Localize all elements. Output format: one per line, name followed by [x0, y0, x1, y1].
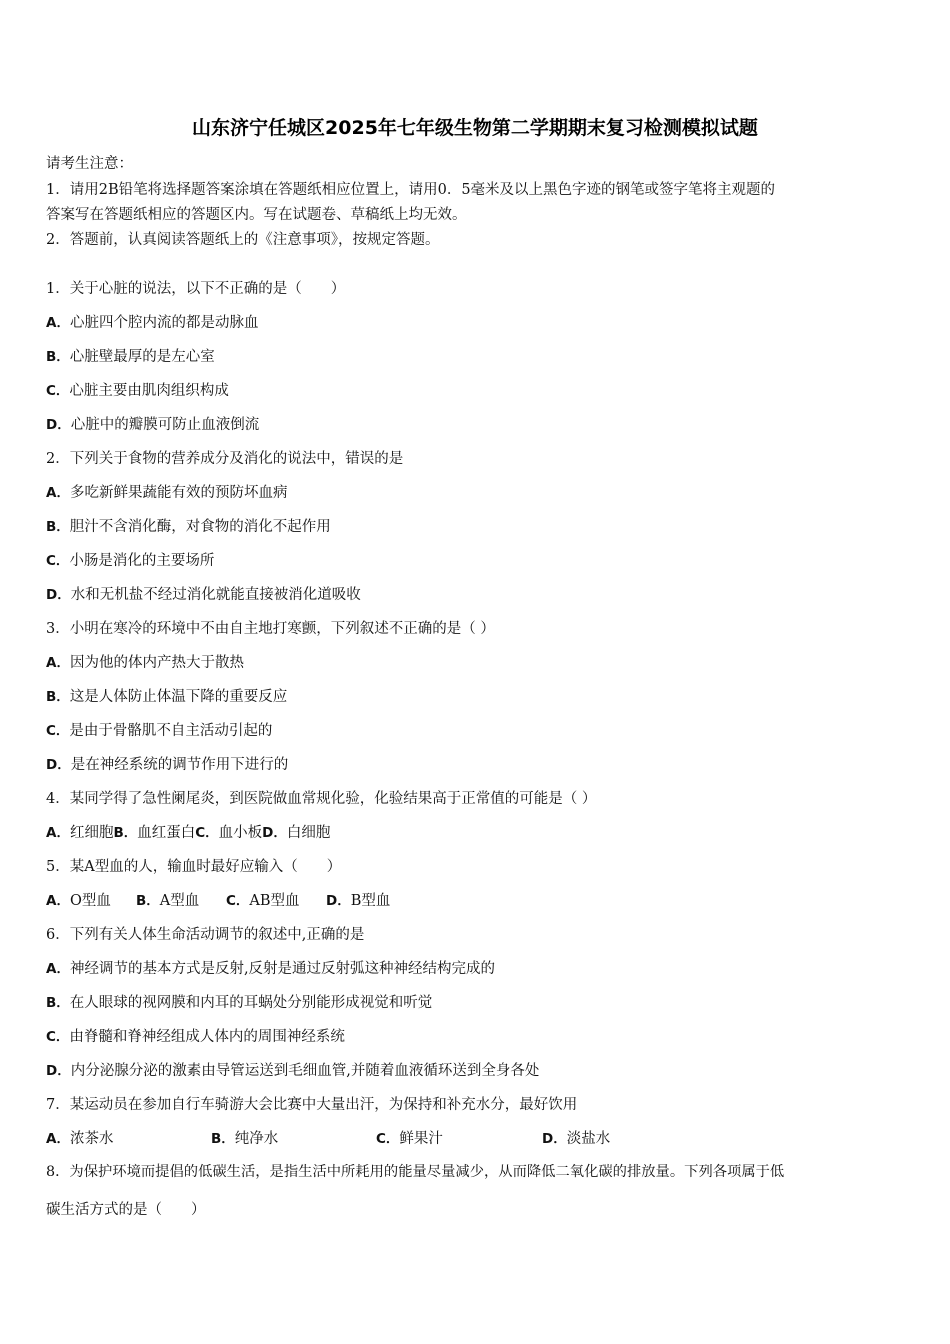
q2-option-d-text: 水和无机盐不经过消化就能直接被消化道吸收 — [70, 587, 361, 603]
q4-options — [46, 821, 330, 842]
q5-option-d-text: B型血 — [350, 893, 391, 909]
q1-stem: 1．关于心脏的说法，以下不正确的是（ ） — [46, 281, 346, 297]
q5-option-d — [326, 889, 390, 910]
notice-line-1b: 答案写在答题纸相应的答题区内。写在试题卷、草稿纸上均无效。 — [46, 207, 467, 223]
q6-option-b-text: 在人眼球的视网膜和内耳的耳蜗处分别能形成视觉和听觉 — [69, 995, 433, 1011]
q7-option-a — [46, 1127, 211, 1148]
q5-option-c-label: C． — [226, 893, 250, 909]
q5-option-d-label: D． — [326, 893, 351, 909]
q2-option-c-label: C． — [46, 553, 70, 569]
q6-option-b — [46, 991, 432, 1012]
q6-option-a — [46, 957, 495, 978]
q6-option-d-label: D． — [46, 1063, 71, 1079]
q1-option-a-label: A． — [46, 315, 70, 331]
q3-option-a-label: A． — [46, 655, 70, 671]
q1-option-b-label: B． — [46, 349, 70, 365]
page-title: 山东济宁任城区2025年七年级生物第二学期期末复习检测模拟试题 — [192, 117, 758, 139]
notice-heading: 请考生注意： — [46, 156, 133, 172]
q2-option-b-label: B． — [46, 519, 70, 535]
notice-line-2: 2．答题前，认真阅读答题纸上的《注意事项》，按规定答题。 — [46, 232, 440, 248]
notice-line-1a: 1．请用2B铅笔将选择题答案涂填在答题纸相应位置上，请用0．5毫米及以上黑色字迹的钢笔或签字笔将主观题的 — [46, 182, 776, 198]
q2-option-d — [46, 583, 361, 604]
q4-option-d-label: D． — [262, 825, 287, 841]
q1-option-d-text: 心脏中的瓣膜可防止血液倒流 — [70, 417, 260, 433]
q3-option-d — [46, 753, 288, 774]
q7-option-d-label: D． — [542, 1131, 567, 1147]
q2-stem: 2．下列关于食物的营养成分及消化的说法中，错误的是 — [46, 451, 404, 467]
q3-option-b — [46, 685, 287, 706]
q4-option-d-text: 白细胞 — [286, 825, 331, 841]
q2-option-a — [46, 481, 287, 502]
q6-option-c — [46, 1025, 345, 1046]
q7-option-c — [376, 1127, 542, 1148]
q6-option-a-text: 神经调节的基本方式是反射,反射是通过反射弧这种神经结构完成的 — [69, 961, 496, 977]
q5-option-a — [46, 889, 136, 910]
q2-option-d-label: D． — [46, 587, 71, 603]
q4-option-c-text: 血小板 — [218, 825, 263, 841]
q5-options — [46, 889, 390, 910]
q3-option-c-text: 是由于骨骼肌不自主活动引起的 — [69, 723, 273, 739]
q3-stem: 3．小明在寒冷的环境中不由自主地打寒颤，下列叙述不正确的是（ ） — [46, 621, 495, 637]
q3-option-c-label: C． — [46, 723, 70, 739]
q5-option-a-label: A． — [46, 893, 70, 909]
q4-option-c-label: C． — [195, 825, 219, 841]
q7-option-d-text: 淡盐水 — [566, 1131, 611, 1147]
q1-option-c — [46, 379, 229, 400]
q1-option-b-text: 心脏壁最厚的是左心室 — [69, 349, 215, 365]
q1-option-c-text: 心脏主要由肌肉组织构成 — [69, 383, 229, 399]
q1-option-d — [46, 413, 259, 434]
q5-option-c-text: AB型血 — [249, 893, 300, 909]
q2-option-b-text: 胆汁不含消化酶，对食物的消化不起作用 — [69, 519, 331, 535]
q3-option-d-text: 是在神经系统的调节作用下进行的 — [70, 757, 289, 773]
q7-option-a-label: A． — [46, 1131, 70, 1147]
q2-option-a-text: 多吃新鲜果蔬能有效的预防坏血病 — [69, 485, 288, 501]
q5-option-b — [136, 889, 226, 910]
q5-stem: 5．某A型血的人，输血时最好应输入（ ） — [46, 859, 342, 875]
q5-option-b-label: B． — [136, 893, 160, 909]
q7-option-b-label: B． — [211, 1131, 235, 1147]
q7-option-d — [542, 1127, 610, 1148]
q6-option-b-label: B． — [46, 995, 70, 1011]
q6-option-c-text: 由脊髓和脊神经组成人体内的周围神经系统 — [69, 1029, 345, 1045]
q3-option-a — [46, 651, 244, 672]
q6-option-d — [46, 1059, 539, 1080]
q3-option-b-label: B． — [46, 689, 70, 705]
q2-option-b — [46, 515, 331, 536]
q1-option-d-label: D． — [46, 417, 71, 433]
q7-option-c-text: 鲜果汁 — [399, 1131, 443, 1147]
q4-option-b-text: 血红蛋白 — [137, 825, 196, 841]
q7-option-b — [211, 1127, 376, 1148]
q2-option-a-label: A． — [46, 485, 70, 501]
q7-option-b-text: 纯净水 — [234, 1131, 279, 1147]
q3-option-d-label: D． — [46, 757, 71, 773]
q2-option-c-text: 小肠是消化的主要场所 — [69, 553, 215, 569]
q7-options — [46, 1127, 610, 1148]
q4-option-a-label: A． — [46, 825, 70, 841]
q7-option-c-label: C． — [376, 1131, 400, 1147]
q3-option-b-text: 这是人体防止体温下降的重要反应 — [69, 689, 288, 705]
q5-option-a-text: O型血 — [69, 893, 111, 909]
q6-option-c-label: C． — [46, 1029, 70, 1045]
q1-option-a-text: 心脏四个腔内流的都是动脉血 — [69, 315, 259, 331]
q6-option-a-label: A． — [46, 961, 70, 977]
q6-option-d-text: 内分泌腺分泌的激素由导管运送到毛细血管,并随着血液循环送到全身各处 — [70, 1063, 540, 1079]
q8-stem-line-1: 8．为保护环境而提倡的低碳生活，是指生活中所耗用的能量尽量减少，从而降低二氧化碳的排放量。下列各项属于低 — [46, 1164, 785, 1180]
q3-option-c — [46, 719, 272, 740]
q5-option-b-text: A型血 — [159, 893, 200, 909]
q7-option-a-text: 浓茶水 — [69, 1131, 114, 1147]
q7-stem: 7．某运动员在参加自行车骑游大会比赛中大量出汗，为保持和补充水分，最好饮用 — [46, 1097, 578, 1113]
q6-stem: 6．下列有关人体生命活动调节的叙述中,正确的是 — [46, 927, 365, 943]
q1-option-b — [46, 345, 215, 366]
q8-stem-line-2: 碳生活方式的是（ ） — [46, 1202, 206, 1218]
q1-option-a — [46, 311, 258, 332]
q5-option-c — [226, 889, 326, 910]
q2-option-c — [46, 549, 214, 570]
q4-option-a-text: 红细胞 — [69, 825, 114, 841]
q3-option-a-text: 因为他的体内产热大于散热 — [69, 655, 244, 671]
q1-option-c-label: C． — [46, 383, 70, 399]
q4-stem: 4．某同学得了急性阑尾炎，到医院做血常规化验，化验结果高于正常值的可能是（ ） — [46, 791, 597, 807]
q4-option-b-label: B． — [113, 825, 138, 841]
